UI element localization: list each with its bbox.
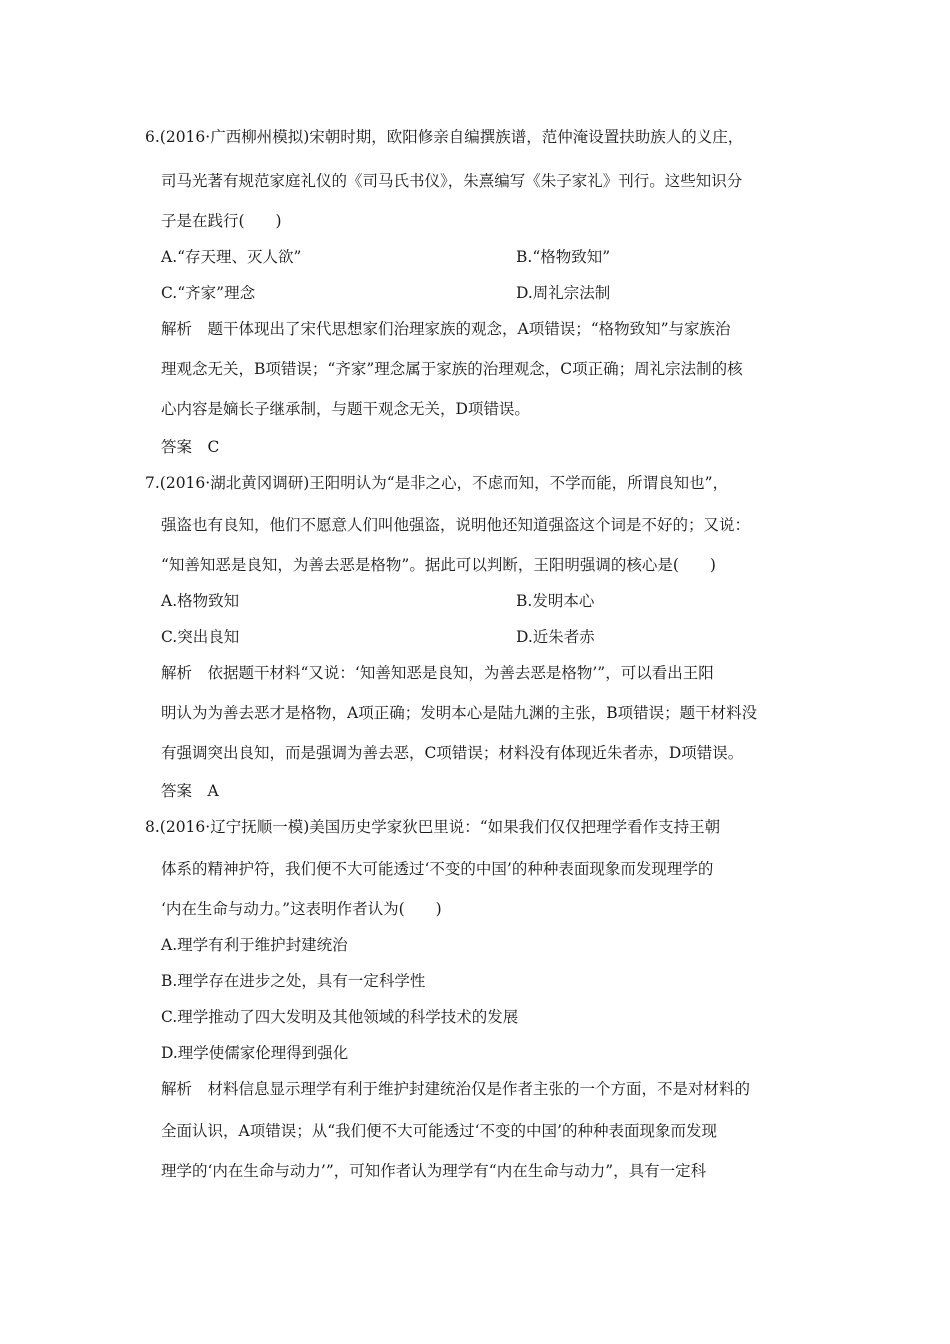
q7-option-c: C.突出良知 — [161, 628, 240, 646]
q6-analysis-line-1: 解析 题干体现出了宋代思想家们治理家族的观念，A项错误；“格物致知”与家族治 — [161, 320, 731, 338]
q8-option-d: D.理学使儒家伦理得到强化 — [161, 1044, 349, 1062]
q6-stem-line-3: 子是在践行( ) — [161, 212, 282, 230]
q8-stem-line-2: 体系的精神护符，我们便不大可能透过‘不变的中国’的种种表面现象而发现理学的 — [161, 860, 714, 878]
q8-stem-line-1: 8.(2016·辽宁抚顺一模)美国历史学家狄巴里说：“如果我们仅仅把理学看作支持王朝 — [145, 818, 721, 836]
q7-analysis-line-2: 明认为为善去恶才是格物，A项正确；发明本心是陆九渊的主张，B项错误；题干材料没 — [161, 704, 758, 722]
q7-option-d: D.近朱者赤 — [516, 628, 595, 646]
q6-analysis-line-2: 理观念无关，B项错误；“齐家”理念属于家族的治理观念，C项正确；周礼宗法制的核 — [161, 360, 743, 378]
q6-stem-line-2: 司马光著有规范家庭礼仪的《司马氏书仪》，朱熹编写《朱子家礼》刊行。这些知识分 — [161, 172, 743, 190]
q6-answer: 答案 C — [161, 438, 220, 456]
q7-stem-line-2: 强盗也有良知，他们不愿意人们叫他强盗，说明他还知道强盗这个词是不好的；又说： — [161, 516, 751, 534]
q7-analysis-line-1: 解析 依据题干材料“又说：‘知善知恶是良知，为善去恶是格物’”，可以看出王阳 — [161, 664, 714, 682]
q8-option-b: B.理学存在进步之处，具有一定科学性 — [161, 972, 426, 990]
q8-analysis-line-3: 理学的‘内在生命与动力’”，可知作者认为理学有“内在生命与动力”，具有一定科 — [161, 1162, 707, 1180]
q7-analysis-line-3: 有强调突出良知，而是强调为善去恶，C项错误；材料没有体现近朱者赤，D项错误。 — [161, 744, 744, 762]
q8-option-a: A.理学有利于维护封建统治 — [161, 936, 348, 954]
q7-stem-line-3: “知善知恶是良知，为善去恶是格物”。据此可以判断，王阳明强调的核心是( ) — [161, 556, 716, 574]
q6-option-b: B.“格物致知” — [516, 248, 611, 266]
q6-stem-line-1: 6.(2016·广西柳州模拟)宋朝时期，欧阳修亲自编撰族谱，范仲淹设置扶助族人的义庄， — [145, 128, 744, 146]
q8-analysis-line-2: 全面认识，A项错误；从“我们便不大可能透过‘不变的中国’的种种表面现象而发现 — [161, 1122, 717, 1140]
q8-option-c: C.理学推动了四大发明及其他领域的科学技术的发展 — [161, 1008, 519, 1026]
q6-option-c: C.“齐家”理念 — [161, 284, 256, 302]
q7-stem-line-1: 7.(2016·湖北黄冈调研)王阳明认为“是非之心，不虑而知，不学而能，所谓良知也”， — [145, 474, 729, 492]
q6-option-a: A.“存天理、灭人欲” — [161, 248, 302, 266]
q6-analysis-line-3: 心内容是嫡长子继承制，与题干观念无关，D项错误。 — [161, 400, 530, 418]
q7-answer: 答案 A — [161, 782, 219, 800]
q6-option-d: D.周礼宗法制 — [516, 284, 611, 302]
q7-option-b: B.发明本心 — [516, 592, 595, 610]
q8-stem-line-3: ‘内在生命与动力。”这表明作者认为( ) — [161, 900, 442, 918]
q7-option-a: A.格物致知 — [161, 592, 240, 610]
q8-analysis-line-1: 解析 材料信息显示理学有利于维护封建统治仅是作者主张的一个方面，不是对材料的 — [161, 1080, 751, 1098]
